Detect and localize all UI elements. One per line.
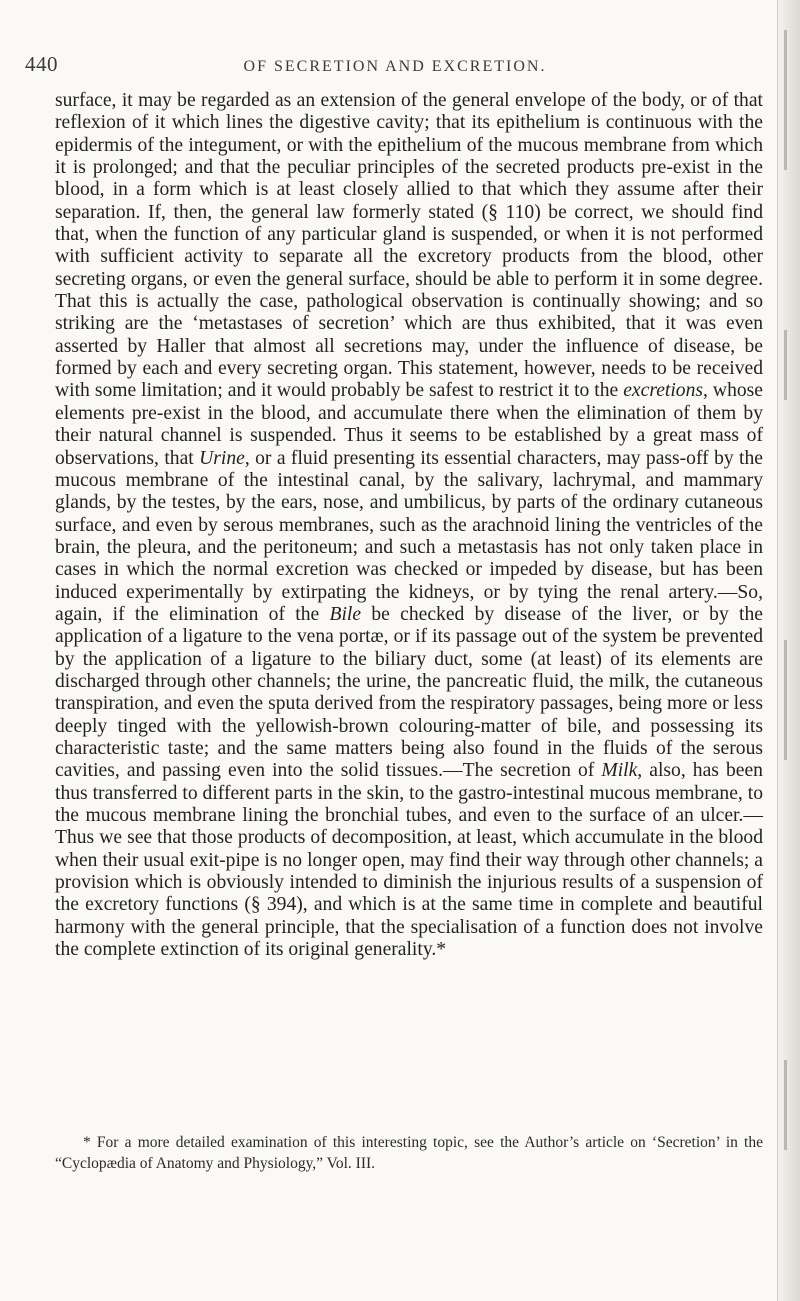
text-segment: surface, it may be regarded as an extension of the general envelope of the body, or of that reflexion of it which lines the digestive cavity; that its epithelium is continuous with the epidermis of the integument, or with the epithelium of the mucous membrane from which it is prolonged; and that the peculiar principles of the secreted products pre-exist in the blood, in a form which is at least closely allied to that which they assume after their separation. If, then, the general law formerly stated (§ 110) be correct, we should find that, when the function of any particular gland is suspended, or when it is not performed with sufficient activity to separate all the excretory products from the blood, other secreting organs, or even the general surface, should be able to perform it in some degree. That this is actually the case, pathological observation is continually showing; and so striking are the ‘metastases of secretion’ which are thus exhibited, that it was even asserted by Haller that almost all secretions may, under the influence of disease, be formed by each and every secreting organ. This statement, however, needs to be received with some limitation; and it would probably be safest to restrict it to the <box>55 90 763 402</box>
page-edge-mark <box>784 330 787 400</box>
page-edge-mark <box>784 30 787 170</box>
text-segment: be checked by disease of the liver, or by the application of a ligature to the vena portæ, or if its passage out of the system be prevented by the application of a ligature to the biliary duct, some (at least) of its elements are discharged through other channels; the urine, the pancreatic fluid, the milk, the cutaneous transpiration, and even the sputa derived from the respiratory passages, being more or less deeply tinged with the yellowish-brown colouring-matter of bile, and possessing its characteristic taste; and the same matters being also found in the fluids of the serous cavities, and passing even into the solid tissues.—The secretion of <box>55 603 763 782</box>
page-edge-shadow <box>777 0 800 1301</box>
text-segment: , also, has been thus transferred to different parts in the skin, to the gastro-intestinal mucous membrane, to the mucous membrane lining the bronchial tubes, and even to the surface of an ulcer.—Thus we see that those products of decomposition, at least, which accumulate in the blood when their usual exit-pipe is no longer open, may find their way through other channels; a provision which is obviously intended to diminish the injurious results of a suspension of the excretory functions (§ 394), and which is at the same time in complete and beautiful harmony with the general principle, that the specialisation of a function does not involve the complete extinction of its original generality.* <box>55 760 763 961</box>
text-segment: , or a fluid presenting its essential characters, may pass-off by the mucous membrane of the intestinal canal, by the salivary, lachrymal, and mammary glands, by the testes, by the ears, nose, and umbilicus, by parts of the ordinary cutaneous surface, and even by serous membranes, such as the arachnoid lining the ventricles of the brain, the pleura, and the peritoneum; and such a metastasis has not only taken place in cases in which the normal excretion was checked or impeded by disease, but has been induced experimentally by extirpating the kidneys, or by tying the renal artery.—So, again, if the elimination of the <box>55 447 763 625</box>
emphasis-excretions: excretions <box>623 380 704 402</box>
emphasis-urine: Urine <box>199 447 245 469</box>
emphasis-bile: Bile <box>329 603 362 625</box>
emphasis-milk: Milk <box>601 760 638 782</box>
text-segment: , whose elements pre-exist in the blood, and accumulate there when the elimination of them by their natural channel is suspended. Thus it seems to be established by a great mass of observations, that <box>55 380 763 469</box>
body-paragraph <box>55 90 763 961</box>
footnote-text: * For a more detailed examination of this interesting topic, see the Author’s article on ‘Secretion’ in the “Cyclopædia of Anatomy and Physiology,” Vol. III. <box>55 1134 763 1172</box>
running-title: OF SECRETION AND EXCRETION. <box>243 58 547 75</box>
footnote <box>55 1132 763 1174</box>
page-edge-mark <box>784 640 787 760</box>
page-header <box>25 52 765 82</box>
page-number: 440 <box>25 52 58 76</box>
body-text <box>55 90 763 961</box>
page-edge-mark <box>784 1060 787 1150</box>
